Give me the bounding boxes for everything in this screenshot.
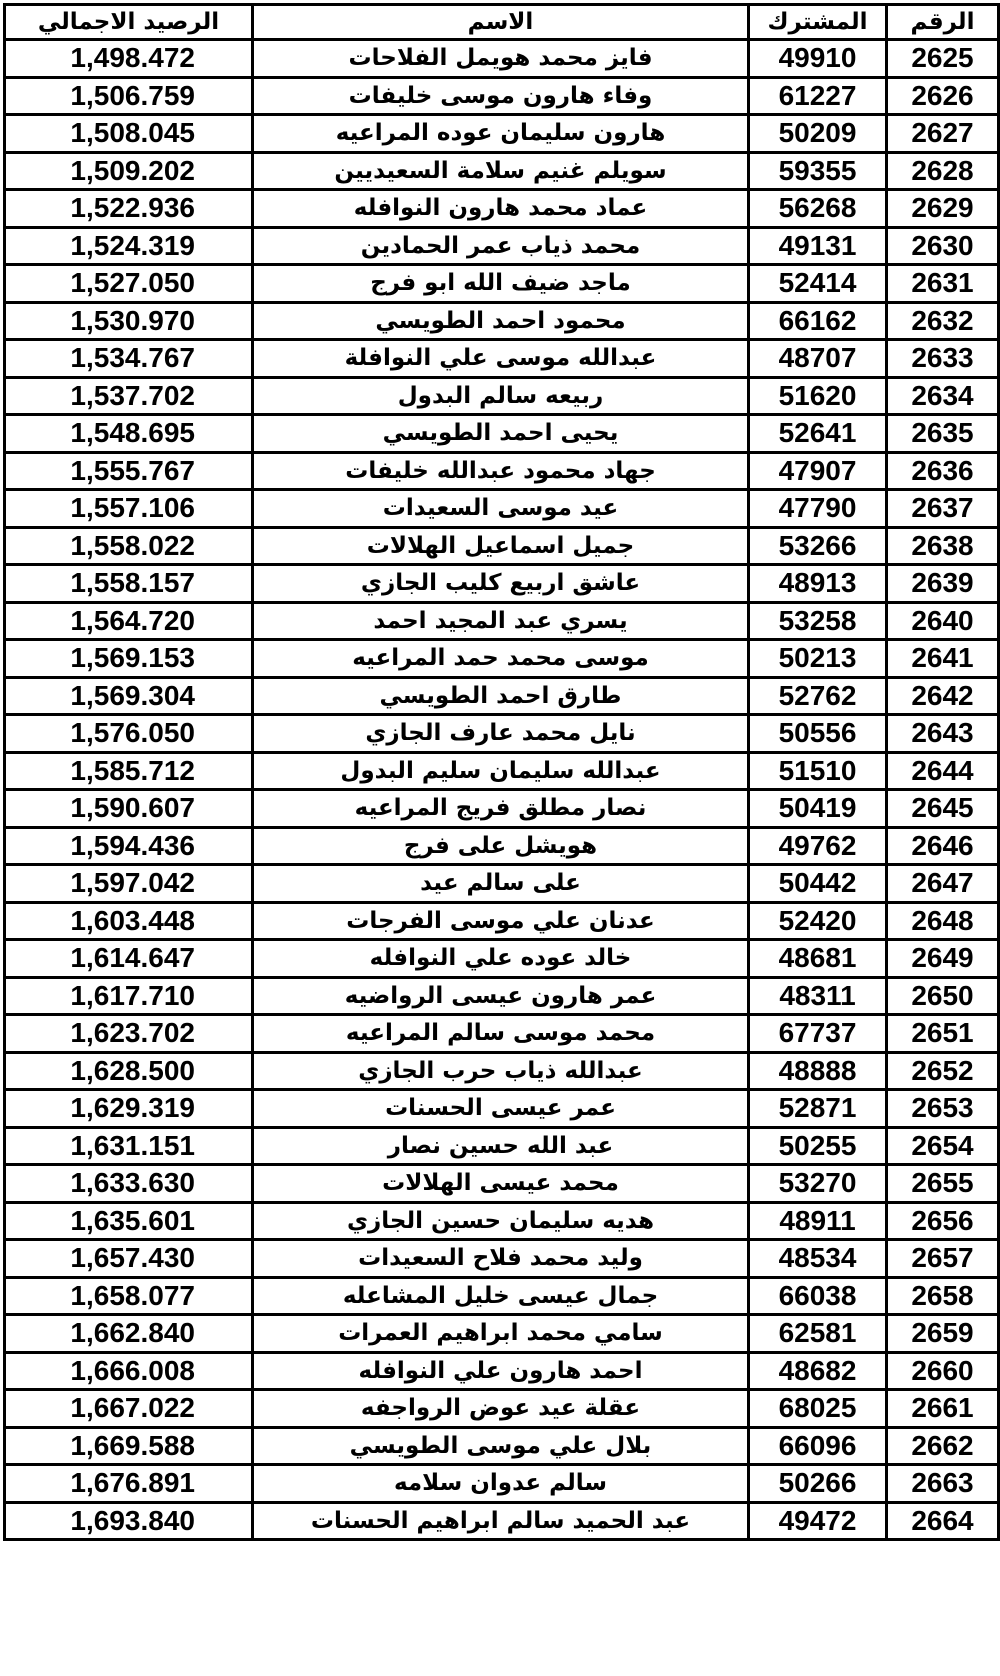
- row-number-cell: 2637: [887, 490, 999, 528]
- subscriber-id-cell: 48681: [749, 940, 887, 978]
- subscriber-id-cell: 48534: [749, 1240, 887, 1278]
- table-row: [5, 677, 999, 715]
- name-cell: موسى محمد حمد المراعيه: [253, 640, 749, 678]
- table-row: [5, 490, 999, 528]
- balance-cell: 1,527.050: [5, 265, 253, 303]
- table-row: [5, 1390, 999, 1428]
- name-cell: عبدالله موسى علي النوافلة: [253, 340, 749, 378]
- row-number-cell: 2659: [887, 1315, 999, 1353]
- row-number-cell: 2642: [887, 677, 999, 715]
- balance-cell: 1,548.695: [5, 415, 253, 453]
- table-row: [5, 790, 999, 828]
- subscriber-id-cell: 56268: [749, 190, 887, 228]
- name-cell: عيد موسى السعيدات: [253, 490, 749, 528]
- row-number-cell: 2629: [887, 190, 999, 228]
- table-row: [5, 827, 999, 865]
- row-number-cell: 2628: [887, 152, 999, 190]
- subscriber-id-cell: 52762: [749, 677, 887, 715]
- subscriber-id-cell: 59355: [749, 152, 887, 190]
- row-number-cell: 2655: [887, 1165, 999, 1203]
- balance-cell: 1,508.045: [5, 115, 253, 153]
- balance-cell: 1,594.436: [5, 827, 253, 865]
- subscriber-id-cell: 50209: [749, 115, 887, 153]
- name-cell: عماد محمد هارون النوافله: [253, 190, 749, 228]
- name-cell: يحيى احمد الطويسي: [253, 415, 749, 453]
- table-row: [5, 1352, 999, 1390]
- subscriber-id-cell: 52641: [749, 415, 887, 453]
- table-row: [5, 1052, 999, 1090]
- name-cell: جمال عيسى خليل المشاعله: [253, 1277, 749, 1315]
- header-number: الرقم: [887, 5, 999, 40]
- balance-cell: 1,569.153: [5, 640, 253, 678]
- name-cell: جميل اسماعيل الهلالات: [253, 527, 749, 565]
- name-cell: محمد عيسى الهلالات: [253, 1165, 749, 1203]
- balance-cell: 1,667.022: [5, 1390, 253, 1428]
- row-number-cell: 2664: [887, 1502, 999, 1540]
- balance-cell: 1,693.840: [5, 1502, 253, 1540]
- name-cell: محمد ذياب عمر الحمادين: [253, 227, 749, 265]
- row-number-cell: 2652: [887, 1052, 999, 1090]
- balance-cell: 1,658.077: [5, 1277, 253, 1315]
- name-cell: وفاء هارون موسى خليفات: [253, 77, 749, 115]
- table-row: [5, 902, 999, 940]
- name-cell: نصار مطلق فريج المراعيه: [253, 790, 749, 828]
- row-number-cell: 2653: [887, 1090, 999, 1128]
- name-cell: على سالم عيد: [253, 865, 749, 903]
- subscriber-id-cell: 50556: [749, 715, 887, 753]
- name-cell: عبدالله سليمان سليم البدول: [253, 752, 749, 790]
- name-cell: ماجد ضيف الله ابو فرج: [253, 265, 749, 303]
- row-number-cell: 2635: [887, 415, 999, 453]
- name-cell: نايل محمد عارف الجازي: [253, 715, 749, 753]
- balance-cell: 1,669.588: [5, 1427, 253, 1465]
- balance-cell: 1,628.500: [5, 1052, 253, 1090]
- balance-cell: 1,585.712: [5, 752, 253, 790]
- name-cell: عدنان علي موسى الفرجات: [253, 902, 749, 940]
- balance-cell: 1,569.304: [5, 677, 253, 715]
- row-number-cell: 2645: [887, 790, 999, 828]
- table-row: [5, 1015, 999, 1053]
- row-number-cell: 2650: [887, 977, 999, 1015]
- table-row: [5, 1315, 999, 1353]
- balance-cell: 1,631.151: [5, 1127, 253, 1165]
- name-cell: وليد محمد فلاح السعيدات: [253, 1240, 749, 1278]
- table-row: [5, 865, 999, 903]
- subscriber-id-cell: 49762: [749, 827, 887, 865]
- subscriber-id-cell: 66162: [749, 302, 887, 340]
- name-cell: عمر هارون عيسى الرواضيه: [253, 977, 749, 1015]
- balance-cell: 1,557.106: [5, 490, 253, 528]
- row-number-cell: 2634: [887, 377, 999, 415]
- subscriber-id-cell: 47790: [749, 490, 887, 528]
- row-number-cell: 2663: [887, 1465, 999, 1503]
- header-subscriber: المشترك: [749, 5, 887, 40]
- subscriber-id-cell: 51620: [749, 377, 887, 415]
- row-number-cell: 2660: [887, 1352, 999, 1390]
- table-row: [5, 640, 999, 678]
- row-number-cell: 2630: [887, 227, 999, 265]
- name-cell: جهاد محمود عبدالله خليفات: [253, 452, 749, 490]
- name-cell: عقلة عيد عوض الرواجفه: [253, 1390, 749, 1428]
- row-number-cell: 2631: [887, 265, 999, 303]
- row-number-cell: 2640: [887, 602, 999, 640]
- subscriber-id-cell: 62581: [749, 1315, 887, 1353]
- balance-cell: 1,498.472: [5, 40, 253, 78]
- table-row: [5, 940, 999, 978]
- balance-cell: 1,537.702: [5, 377, 253, 415]
- balance-cell: 1,564.720: [5, 602, 253, 640]
- balance-cell: 1,635.601: [5, 1202, 253, 1240]
- subscriber-id-cell: 50213: [749, 640, 887, 678]
- subscriber-id-cell: 53266: [749, 527, 887, 565]
- name-cell: بلال علي موسى الطويسي: [253, 1427, 749, 1465]
- subscriber-id-cell: 51510: [749, 752, 887, 790]
- name-cell: عبد الله حسين نصار: [253, 1127, 749, 1165]
- subscriber-id-cell: 49472: [749, 1502, 887, 1540]
- name-cell: سامي محمد ابراهيم العمرات: [253, 1315, 749, 1353]
- name-cell: فايز محمد هويمل الفلاحات: [253, 40, 749, 78]
- name-cell: سالم عدوان سلامه: [253, 1465, 749, 1503]
- name-cell: هارون سليمان عوده المراعيه: [253, 115, 749, 153]
- subscriber-id-cell: 61227: [749, 77, 887, 115]
- balance-cell: 1,576.050: [5, 715, 253, 753]
- balance-cell: 1,555.767: [5, 452, 253, 490]
- balance-cell: 1,558.157: [5, 565, 253, 603]
- balance-cell: 1,597.042: [5, 865, 253, 903]
- balance-cell: 1,623.702: [5, 1015, 253, 1053]
- row-number-cell: 2662: [887, 1427, 999, 1465]
- table-body: [5, 40, 999, 1540]
- balance-cell: 1,530.970: [5, 302, 253, 340]
- name-cell: هديه سليمان حسين الجازي: [253, 1202, 749, 1240]
- row-number-cell: 2646: [887, 827, 999, 865]
- name-cell: عمر عيسى الحسنات: [253, 1090, 749, 1128]
- name-cell: هويشل على فرج: [253, 827, 749, 865]
- name-cell: طارق احمد الطويسي: [253, 677, 749, 715]
- row-number-cell: 2661: [887, 1390, 999, 1428]
- balances-table: [3, 3, 1000, 1541]
- balance-cell: 1,534.767: [5, 340, 253, 378]
- subscriber-id-cell: 52414: [749, 265, 887, 303]
- subscriber-id-cell: 48888: [749, 1052, 887, 1090]
- table-row: [5, 152, 999, 190]
- name-cell: خالد عوده علي النوافله: [253, 940, 749, 978]
- row-number-cell: 2656: [887, 1202, 999, 1240]
- name-cell: ربيعه سالم البدول: [253, 377, 749, 415]
- table-row: [5, 1090, 999, 1128]
- name-cell: محمد موسى سالم المراعيه: [253, 1015, 749, 1053]
- table-row: [5, 1277, 999, 1315]
- row-number-cell: 2658: [887, 1277, 999, 1315]
- balance-cell: 1,603.448: [5, 902, 253, 940]
- row-number-cell: 2639: [887, 565, 999, 603]
- table-row: [5, 977, 999, 1015]
- subscriber-id-cell: 68025: [749, 1390, 887, 1428]
- balance-cell: 1,676.891: [5, 1465, 253, 1503]
- table-row: [5, 1240, 999, 1278]
- table-header-row: [5, 5, 999, 40]
- table-row: [5, 415, 999, 453]
- subscriber-id-cell: 53258: [749, 602, 887, 640]
- header-name: الاسم: [253, 5, 749, 40]
- row-number-cell: 2633: [887, 340, 999, 378]
- row-number-cell: 2641: [887, 640, 999, 678]
- row-number-cell: 2638: [887, 527, 999, 565]
- row-number-cell: 2654: [887, 1127, 999, 1165]
- name-cell: يسري عبد المجيد احمد: [253, 602, 749, 640]
- row-number-cell: 2627: [887, 115, 999, 153]
- balance-cell: 1,614.647: [5, 940, 253, 978]
- table-row: [5, 115, 999, 153]
- name-cell: سويلم غنيم سلامة السعيديين: [253, 152, 749, 190]
- subscriber-id-cell: 66038: [749, 1277, 887, 1315]
- balance-cell: 1,629.319: [5, 1090, 253, 1128]
- row-number-cell: 2649: [887, 940, 999, 978]
- balance-cell: 1,522.936: [5, 190, 253, 228]
- subscriber-id-cell: 47907: [749, 452, 887, 490]
- subscriber-id-cell: 50255: [749, 1127, 887, 1165]
- name-cell: عبد الحميد سالم ابراهيم الحسنات: [253, 1502, 749, 1540]
- balance-cell: 1,524.319: [5, 227, 253, 265]
- table-row: [5, 715, 999, 753]
- row-number-cell: 2651: [887, 1015, 999, 1053]
- table-row: [5, 602, 999, 640]
- row-number-cell: 2643: [887, 715, 999, 753]
- row-number-cell: 2626: [887, 77, 999, 115]
- subscriber-id-cell: 67737: [749, 1015, 887, 1053]
- name-cell: عاشق اربيع كليب الجازي: [253, 565, 749, 603]
- balance-cell: 1,558.022: [5, 527, 253, 565]
- subscriber-id-cell: 49131: [749, 227, 887, 265]
- subscriber-id-cell: 50442: [749, 865, 887, 903]
- table-row: [5, 1465, 999, 1503]
- subscriber-id-cell: 48913: [749, 565, 887, 603]
- table-row: [5, 340, 999, 378]
- balance-cell: 1,657.430: [5, 1240, 253, 1278]
- balance-cell: 1,666.008: [5, 1352, 253, 1390]
- subscriber-id-cell: 48911: [749, 1202, 887, 1240]
- table-row: [5, 302, 999, 340]
- subscriber-id-cell: 50419: [749, 790, 887, 828]
- table-row: [5, 452, 999, 490]
- subscriber-id-cell: 53270: [749, 1165, 887, 1203]
- subscriber-id-cell: 48682: [749, 1352, 887, 1390]
- row-number-cell: 2636: [887, 452, 999, 490]
- row-number-cell: 2632: [887, 302, 999, 340]
- name-cell: احمد هارون علي النوافله: [253, 1352, 749, 1390]
- row-number-cell: 2648: [887, 902, 999, 940]
- name-cell: محمود احمد الطويسي: [253, 302, 749, 340]
- table-row: [5, 227, 999, 265]
- table-row: [5, 40, 999, 78]
- row-number-cell: 2647: [887, 865, 999, 903]
- table-row: [5, 1127, 999, 1165]
- subscriber-id-cell: 52420: [749, 902, 887, 940]
- balance-cell: 1,590.607: [5, 790, 253, 828]
- table-row: [5, 565, 999, 603]
- subscriber-id-cell: 48707: [749, 340, 887, 378]
- table-row: [5, 1502, 999, 1540]
- table-row: [5, 77, 999, 115]
- table-row: [5, 1427, 999, 1465]
- balance-cell: 1,506.759: [5, 77, 253, 115]
- balance-cell: 1,633.630: [5, 1165, 253, 1203]
- name-cell: عبدالله ذياب حرب الجازي: [253, 1052, 749, 1090]
- balance-cell: 1,509.202: [5, 152, 253, 190]
- table-row: [5, 377, 999, 415]
- subscriber-id-cell: 52871: [749, 1090, 887, 1128]
- table-row: [5, 752, 999, 790]
- row-number-cell: 2625: [887, 40, 999, 78]
- table-row: [5, 265, 999, 303]
- subscriber-id-cell: 49910: [749, 40, 887, 78]
- subscriber-id-cell: 66096: [749, 1427, 887, 1465]
- balance-cell: 1,617.710: [5, 977, 253, 1015]
- row-number-cell: 2657: [887, 1240, 999, 1278]
- table-row: [5, 527, 999, 565]
- subscriber-id-cell: 48311: [749, 977, 887, 1015]
- subscriber-id-cell: 50266: [749, 1465, 887, 1503]
- table-row: [5, 1165, 999, 1203]
- balance-cell: 1,662.840: [5, 1315, 253, 1353]
- row-number-cell: 2644: [887, 752, 999, 790]
- header-balance: الرصيد الاجمالي: [5, 5, 253, 40]
- table-row: [5, 190, 999, 228]
- table-row: [5, 1202, 999, 1240]
